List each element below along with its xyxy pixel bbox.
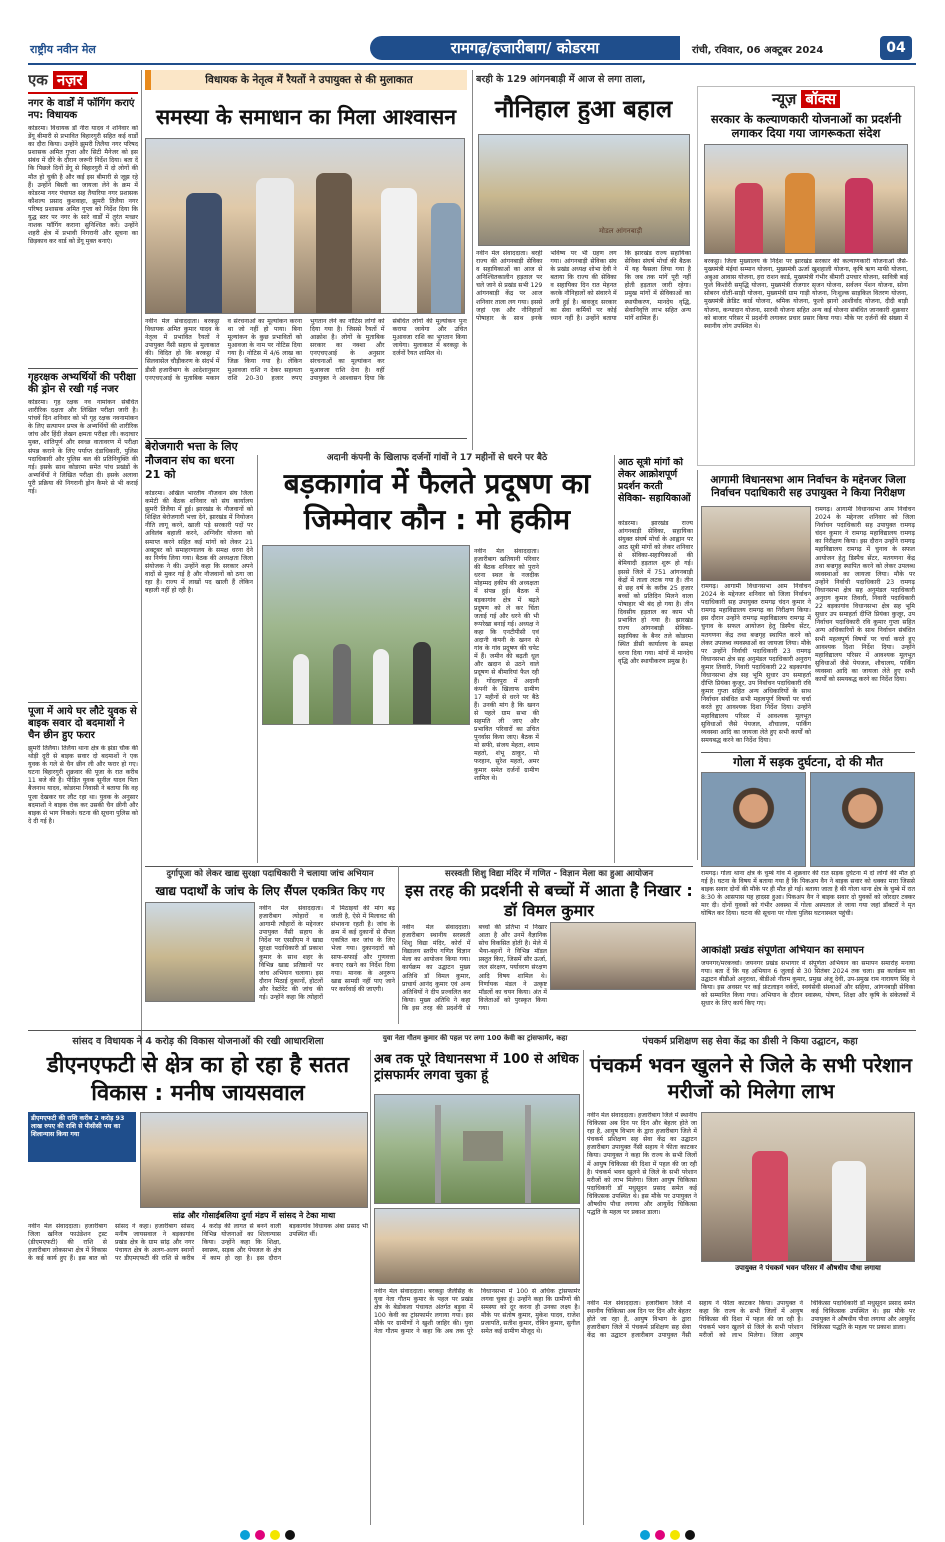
story2-kicker: बरही के 129 आंगनबाड़ी में आज से लगा ताला, — [476, 74, 646, 85]
figure — [186, 193, 222, 313]
ek-nazar-s1-headline: नगर के वार्डों में फॉगिंग कराएं नप: विधायक — [28, 98, 135, 121]
story4-headline: बड़कागांव में फैलते प्रदूषण का जिम्मेवार कौन : मो हकीम — [283, 467, 591, 536]
column-divider — [370, 1050, 371, 1525]
region-title: रामगढ़/हजारीबाग/ कोडरमा — [450, 39, 600, 57]
story7-photo-right — [810, 772, 915, 867]
banner2-right: पंचकर्म प्रशिक्षण सह सेवा केंद्र का डीसी ने किया उद्घाटन, कहा — [642, 1036, 858, 1047]
ek-nazar-s2-body: कोडरमा। गृह रक्षक नव नामांकन संबंधित शारीरिक दक्षता और लिखित परीक्षा जारी है। पांचवें दिन शनिवार को भी गृह रक्षक नवनामांकन के लिए सत्यापन प्रपत्र के अभ्यर्थियों की शारीरिक जांच और हिंदी लेखन क्षमता परीक्षा ली। कदाचार मुक्त, शांतिपूर्ण और स्वच्छ वातावरण में परीक्षा संपन्न कराने के लिए पर्याप्त दंडाधिकारी, पुलिस पदाधिकारी और पुलिस बल की प्रतिनियुक्ति की गई। इसके साथ कोडरमा समेत पांच प्रखंडों के अभ्यर्थियों ने लिखित परीक्षा दी। इसके अलावा पूरी प्रक्रिया की निगरानी ड्रोन कैमरे से भी कराई गई। — [28, 399, 138, 496]
ek-label: एक — [28, 71, 48, 89]
story11-caption: सांढ और गोसाईबलिया दुर्गा मंडप में सांसद ने टेका माथा — [172, 1211, 336, 1220]
story4-kicker: अदानी कंपनी के खिलाफ दर्जनों गांवों ने 17 महीनों से धरने पर बैठे — [326, 453, 548, 463]
story7-body: रामगढ़। गोला थाना क्षेत्र के चुम्बे गांव में शुक्रवार की रात सड़क दुर्घटना में दो लोगों की मौत हो गई है। घटना के विषय में बताया गया है कि पिकअप वैन ने बाइक सवार को धक्का मारा जिससे बाइक सवार दोनों की मौके पर ही मौत हो गई। बताया जाता है की गोला थाना क्षेत्र के चुम्बे में रात 8:30 के आसपास यह हादसा हुआ। पिकअप वैन ने बाइक सवार दो युवकों को जोरदार टक्कर मार दी। दोनों युवकों को गंभीर अवस्था में गोला अस्पताल ले जाया गया जहां डॉक्टरों ने मृत घोषित कर दिया। घटना की सूचना पर गोला पुलिस घटनास्थल पहुंची। — [701, 870, 915, 918]
paper-name: राष्ट्रीय नवीन मेल — [30, 43, 96, 56]
figure — [735, 183, 763, 253]
transformer-pole — [525, 1105, 531, 1204]
story5-kicker: आठ सूत्री मांगों को लेकर आक्रोशपूर्ण प्रदर्शन करती सेविका- सहायिकाओं — [618, 457, 691, 504]
ek-nazar-label — [28, 70, 138, 94]
story10-kicker: सरस्वती शिशु विद्या मंदिर में गणित - विज्ञान मेला का हुआ आयोजन — [444, 869, 654, 879]
story6-photo — [701, 506, 811, 581]
story12-photo — [374, 1094, 580, 1204]
registration-mark — [270, 1530, 280, 1540]
registration-mark — [255, 1530, 265, 1540]
story11-photo — [140, 1112, 368, 1208]
masthead — [0, 0, 945, 62]
column-divider — [141, 70, 142, 1070]
banner-meeting — [145, 70, 467, 90]
story7-headline: गोला में सड़क दुर्घटना, दो की मौत — [733, 755, 883, 769]
registration-mark — [655, 1530, 665, 1540]
story2-body: नवीन मेल संवाददाता। बरही राज्य की आंगनबाड़ी सेविका व सहायिकाओं का आज से अनिश्चितकालीन हड़ताल पर चले जाने से प्रखंड सभी 129 आंगनबाड़ी केंद्र पर आज शनिवार ताला लग गया। इससे जहां एक और नौनिहालों पोषाहार के साथ इनके भविष्य पर भी ग्रहण लग गया। आंगनबाड़ी सेविका संघ के प्रखंड अध्यक्ष शोभा देवी ने बताया कि राज्य की सेविका व सहायिका दिन रात मेहनत करके नौनिहालों को संवारने में लगी हुई है। बावजूद सरकार का सेवा कर्मियों पर कोई ध्यान नहीं है। उन्होंने बताया कि झारखंड राज्य सहायिका सेविका संघर्ष मोर्चा की बैठक में यह फैसला लिया गया है कि जब तक मांगें पूरी नहीं होती हड़ताल जारी रहेगा। प्रमुख मांगों में सेविकाओं का स्थायीकरण, मानदेय वृद्धि, सेवानिवृत्ति लाभ सहित अन्य मांगें शामिल हैं। — [476, 250, 691, 322]
story7-photo-left — [701, 772, 806, 867]
figure — [832, 1161, 866, 1261]
figure — [316, 173, 352, 313]
story6-body-b: रामगढ़। आगामी विधानसभा आम निर्वाचन 2024 के मद्देनजर शनिवार को जिला निर्वाचन पदाधिकारी सह उपायुक्त रामगढ़ चंदन कुमार ने रामगढ़ महाविद्यालय रामगढ़ का निरीक्षण किया। इस दौरान उन्होंने रामगढ़ महाविद्यालय रामगढ़ में चुनाव के सफल आयोजन हेतु डिस्पैच सेंटर, मतगणना केंद्र तथा बज्रगृह स्थापित करने को लेकर उपलब्ध व्यवस्थाओं का जायजा लिया। मौके पर उन्होंने निर्वाची पदाधिकारी 23 रामगढ़ विधानसभा क्षेत्र सह अनुमंडल पदाधिकारी अनुराग कुमार तिवारी, निवारी पदाधिकारी 22 बड़कागांव विधानसभा क्षेत्र सह भूमि सुधार उप समाहर्ता दीप्ति प्रियंका कुजूर, उप निर्वाचन पदाधिकारी रवि कुमार गुप्ता सहित अन्य अधिकारियों के साथ निर्वाचन संबंधित सभी महत्वपूर्ण विषयों पर चर्चा करते हुए आवश्यक दिशा निर्देश दिया। उन्होंने महाविद्यालय परिसर में आवश्यक मूलभूत सुविधाओं जैसे पेयजल, शौचालय, पार्किंग व्यवस्था आदि का जायजा लेते हुए सभी कार्यों को समयबद्ध करने का निर्देश दिया। — [815, 506, 915, 683]
story13-caption: उपायुक्त ने पंचकर्म भवन परिसर में औषधीय पौधा लगाया — [735, 1264, 881, 1272]
registration-mark — [670, 1530, 680, 1540]
masthead-rule — [28, 63, 916, 65]
story11-headline: डीएनएफटी से क्षेत्र का हो रहा है सतत विकास : मनीष जायसवाल — [46, 1053, 350, 1106]
story5-body: कोडरमा। झारखंड राज्य आंगनबाड़ी सेविका, सहायिका संयुक्त संघर्ष मोर्चा के आह्वान पर आठ सूत्री मांगों को लेकर शनिवार से सेविका-सहायिकाओं की बेमियादी हड़ताल शुरू हो गई। इससे जिले में 751 आंगनबाड़ी केंद्रों में ताला लटक गया है। तीन से छह वर्ष के करीब 25 हजार बच्चों को प्रतिदिन मिलने वाला पोषाहार भी बंद हो गया है। तीन दिवसीय हड़ताल का काम भी प्रभावित हो गया है। झारखंड राज्य आंगनबाड़ी सेविका-सहायिका के बैनर तले कोडरमा स्थित डीसी कार्यालय के समक्ष धरना दिया गया। मांगों में मानदेय वृद्धि और स्थायीकरण प्रमुख है। — [618, 520, 693, 665]
divider — [701, 752, 915, 753]
story11-inset-text: डीएमएफटी की राशि करीब 2 करोड़ 93 लाख रुपए की राशि से पीसीसी पथ का शिलान्यास किया गया — [31, 1115, 125, 1138]
news-box-headline: सरकार के कल्याणकारी योजनाओं का प्रदर्शनी लगाकर दिया गया जागरूकता संदेश — [710, 112, 902, 140]
banner-meeting-text: विधायक के नेतृत्व में रैयतों ने उपायुक्त से की मुलाकात — [205, 74, 413, 86]
registration-mark — [640, 1530, 650, 1540]
registration-mark — [240, 1530, 250, 1540]
story10-body: नवीन मेल संवाददाता। हजारीबाग स्थानीय सरस्वती शिशु विद्या मंदिर, कोर्रा में विद्यालय स्तरीय गणित विज्ञान मेला का आयोजन किया गया। कार्यक्रम का उद्घाटन मुख्य अतिथि डॉ विमल कुमार, प्राचार्य आनंद कुमार एवं अन्य अतिथियों ने दीप प्रज्वलित कर किया। मुख्य अतिथि ने कहा कि इस तरह की प्रदर्शनी से बच्चों की प्रतिभा में निखार आता है और उनमें वैज्ञानिक सोच विकसित होती है। मेले में भैया-बहनों ने विभिन्न मॉडल प्रस्तुत किए, जिसमें सौर ऊर्जा, जल संरक्षण, पर्यावरण संरक्षण आदि विषय शामिल थे। निर्णायक मंडल ने उत्कृष्ट मॉडलों का चयन किया। अंत में विजेताओं को पुरस्कृत किया गया। — [402, 924, 547, 1012]
story12-photo-2 — [374, 1208, 580, 1284]
story13-body-a: नवीन मेल संवाददाता। हजारीबाग जिले में स्थानीय चिकित्सा अब दिन पर दिन और बेहतर होते जा रहा है, आयुष विभाग के द्वारा हजारीबाग जिले में पंचकर्म प्रशिक्षण सह सेवा केंद्र का उद्घाटन हजारीबाग उपायुक्त नैंसी सहाय ने फीता काटकर किया। उपायुक्त ने कहा कि राज्य के सभी जिलों में आयुष चिकित्सा की दिशा में पहल की जा रही है। पंचकर्म भवन खुलने से जिले के सभी परेशान मरीजों को लाभ मिलेगा। जिला आयुष चिकित्सा पदाधिकारी डॉ मधुसूदन प्रसाद समेत कई चिकित्सक उपस्थित थे। इस मौके पर उपायुक्त ने औषधीय पौधा लगाया और आयुर्वेद चिकित्सा पद्धति के महत्व पर प्रकाश डाला। — [587, 1112, 697, 1217]
divider — [28, 702, 138, 703]
photo-wall-label: मोडल आंगनबाड़ी — [599, 227, 643, 235]
transformer-pole — [435, 1105, 441, 1204]
news-box-body: बरकट्ठा। जिला मुख्यालय के निर्देश पर झारखंड सरकार की कल्याणकारी योजनाओं जैसे- मुख्यमंत्री मंईयां सम्मान योजना, मुख्यमंत्री ऊर्जा खुशहाली योजना, कृषि ऋण माफी योजना, अबुआ आवास योजना, हरा राशन कार्ड, मुख्यमंत्री गंभीर बीमारी उपचार योजना, सावित्री बाई फुले किशोरी समृद्धि योजना, मुख्यमंत्री रोजगार सृजन योजना, सर्वजन पेंशन योजना, सोना सोबरन धोती-साड़ी योजना, मुख्यमंत्री ग्राम गाड़ी योजना, निःशुल्क साइकिल वितरण योजना, मुख्यमंत्री क्रेडिट कार्ड योजना, श्रमिक योजना, फूलो झानो आशीर्वाद योजना, दीदी बाड़ी योजना, कन्यादान योजना, सारथी योजना सहित अन्य कई योजना संबंधित जानकारी शुक्रवार को बाजार परिसर में प्रदर्शनी लगाकर प्रचार प्रसार किया गया। मौके पर दर्जनों की संख्या में स्थानीय लोग उपस्थित थे। — [704, 258, 908, 330]
story9-body: नवीन मेल संवाददाता। हजारीबाग त्योहारों व आगामी त्यौहारों के मद्देनजर उपायुक्त नैंसी सहाय के निर्देश पर एसडीएम ने खाद्य सुरक्षा पदाधिकारी डॉ प्रकाश कुमार के साथ शहर के विभिन्न खाद्य प्रतिष्ठानों पर जांच अभियान चलाया। इस दौरान मिठाई दुकानों, होटलों और रेस्टोरेंट की जांच की गई। उन्होंने कहा कि त्योहारों में मिठाइयों की मांग बढ़ जाती है, ऐसे में मिलावट की संभावना रहती है। जांच के क्रम में कई दुकानों से सैंपल एकत्रित कर जांच के लिए भेजा गया। दुकानदारों को साफ-सफाई और गुणवत्ता बनाए रखने का निर्देश दिया गया। मानक के अनुरूप खाद्य सामग्री नहीं पाए जाने पर कार्रवाई की जाएगी। — [259, 905, 395, 1002]
news-box-label — [698, 89, 914, 109]
banner2-mid: युवा नेता गौतम कुमार की पहल पर लगा 100 केवी का ट्रांसफार्मर, कहा — [382, 1034, 568, 1042]
figure — [431, 203, 461, 313]
story4-body: नवीन मेल संवाददाता। हजारीबाग खतियानी परिवार की बैठक शनिवार को पुराने धरना स्थल के नजदीक मोहम्मद हकीम की अध्यक्षता में संपन्न हुई। बैठक में बड़कागांव क्षेत्र में बढ़ते प्रदूषण को ले कर चिंता जताई गई और धरने की भी रूपरेखा बनाई गई। अध्यक्ष ने कहा कि एनटीपीसी एवं अदानी कंपनी के खनन से गांव के गांव प्रदूषण की चपेट में हैं। जमीन की बढ़ती धूल और खदान से उठने वाले प्रदूषण से बीमारियां फैल रही हैं। गोंदलपुरा में अदानी कंपनी के खिलाफ ग्रामीण 17 महीनों से धरने पर बैठे हैं। उनकी मांग है कि खनन से पहले ग्राम सभा की सहमति ली जाए और प्रभावित परिवारों का उचित पुनर्वास किया जाए। बैठक में मो सफी, संजय मेहता, श्याम महतो, शंभू ठाकुर, मो फरहान, सुरेश महतो, अमर कुमार समेत दर्जनों ग्रामीण शामिल थे। — [474, 548, 539, 782]
story1-headline: समस्या के समाधान का मिला आश्वासन — [155, 105, 457, 129]
story10-photo — [550, 922, 696, 990]
story9-kicker: दुर्गापूजा को लेकर खाद्य सुरक्षा पदाधिकारी ने चलाया जांच अभियान — [166, 869, 374, 879]
ek-nazar-s3-headline: पूजा में आये घर लौटे युवक से बाइक सवार दो बदमाशों ने चैन छीन हुए फरार — [28, 706, 137, 741]
story3-headline: बेरोजगारी भत्ता के लिए नौजवान संघ का धरना 21 को — [145, 440, 238, 481]
figure — [845, 178, 873, 253]
nazar-label: नज़र — [53, 71, 87, 89]
story13-body-b: नवीन मेल संवाददाता। हजारीबाग जिले में स्थानीय चिकित्सा अब दिन पर दिन और बेहतर होते जा रहा है, आयुष विभाग के द्वारा हजारीबाग जिले में पंचकर्म प्रशिक्षण सह सेवा केंद्र का उद्घाटन हजारीबाग उपायुक्त नैंसी सहाय ने फीता काटकर किया। उपायुक्त ने कहा कि राज्य के सभी जिलों में आयुष चिकित्सा की दिशा में पहल की जा रही है। पंचकर्म भवन खुलने से जिले के सभी परेशान मरीजों को लाभ मिलेगा। जिला आयुष चिकित्सा पदाधिकारी डॉ मधुसूदन प्रसाद समेत कई चिकित्सक उपस्थित थे। इस मौके पर उपायुक्त ने औषधीय पौधा लगाया और आयुर्वेद चिकित्सा पद्धति के महत्व पर प्रकाश डाला। — [587, 1300, 915, 1340]
story12-body: नवीन मेल संवाददाता। बरकट्ठा जैलेसिंह के युवा नेता गौतम कुमार के पहल पर प्रखंड क्षेत्र के बेडोकला पंचायत अंतर्गत बड़ुवा में 100 केवी का ट्रांसफार्मर लगाया गया। इस मौके पर ग्रामीणों ने खुशी जाहिर की। युवा नेता गौतम कुमार ने कहा कि अब तक पूरे विधानसभा में 100 से अधिक ट्रांसफार्मर लगवा चुका हूं। उन्होंने कहा कि ग्रामीणों की समस्या को दूर करना ही उनका लक्ष्य है। मौके पर संतोष कुमार, मुकेश यादव, राजेश प्रजापति, सतीश कुमार, रोबिन कुमार, सुनील समेत कई ग्रामीण मौजूद थे। — [374, 1288, 580, 1336]
registration-mark — [685, 1530, 695, 1540]
story8-body: जयनगर/मरकच्चो। जयनगर प्रखंड सभागार में संपूर्णता अभियान का समापन समारोह मनाया गया। बता दें कि यह अभियान 6 जुलाई से 30 सितंबर 2024 तक चला। इस कार्यक्रम का उद्घाटन बीडीओ अनुराधा, बीडीओ नीतम कुमार, प्रमुख अंजू देवी, उप-प्रमुख राम नारायण सिंह ने किया। इस अवसर पर कई फ्रंटलाइन वर्करों, स्वयंसेवी संस्थाओं और सहिया, आंगनबाड़ी सेविका को सम्मानित किया गया। अभियान के दौरान स्वास्थ्य, पोषण, शिक्षा और कृषि के संकेतकों में सुधार के लिए कार्य किए गए। — [701, 960, 915, 1008]
figure — [785, 173, 815, 253]
story13-headline: पंचकर्म भवन खुलने से जिले के सभी परेशान मरीजों को मिलेगा लाभ — [589, 1053, 913, 1103]
news-label: न्यूज़ — [771, 90, 797, 108]
column-divider — [697, 470, 698, 860]
news-box — [697, 86, 915, 466]
story13-photo — [701, 1112, 915, 1262]
divider — [145, 438, 467, 439]
page-number: 04 — [880, 36, 912, 60]
figure — [752, 1151, 788, 1261]
ek-nazar-column — [28, 70, 138, 1070]
divider — [28, 1030, 916, 1031]
figure — [256, 178, 294, 313]
story2-photo — [478, 134, 690, 246]
transformer-box — [463, 1131, 503, 1161]
print-color-bar — [0, 1528, 945, 1542]
column-divider — [583, 1050, 584, 1525]
ek-nazar-s2-headline: गृहरक्षक अभ्यर्थियों की परीक्षा की ड्रोन से रखी गई नजर — [28, 372, 136, 395]
column-divider — [398, 866, 399, 1024]
ek-nazar-s1-body: कोडरमा। विधायक डॉ नीरा यादव ने शनिवार को डेंगू बीमारी से प्रभावित बिहारगुरी सहित कई वार्डों का दौरा किया। उन्होंने झुमरी तिलैया नगर परिषद प्रशासक अमित गुप्ता और सिटी मैनेजर को इस संबंध में दौरे के दौरान जरूरी निर्देश दिया। बता दें कि पिछले दिनों डेंगू से बिहारगुरी में दो लोगों की मौत हो चुकी है और कई इस बीमारी से जूझ रहे हैं। उन्होंने बिस्ती का जायजा लेने के क्रम में कोडरमा नगर पंचायत सह तैयारिया नगर प्रशासक कौशल्य प्रसाद कुशवाहा, झुमरी तिलैया नगर परिषद प्रशासक अमित गुप्ता को निर्देश दिया कि युद्ध स्तर पर नगर के सारे वार्डों में तुरंत मच्छर नाशक फॉगिंग कराना सुनिश्चित करें। उन्होंने शहरी क्षेत्र में प्रभावी निगरानी और सूचना का छिड़काव कर वार्ड को डेंगू मुक्त बनाएं। — [28, 125, 138, 246]
story11-body: नवीन मेल संवाददाता। हजारीबाग जिला खनिज फाउंडेशन ट्रस्ट (डीएमएफटी) की राशि से हजारीबाग लोकसभा क्षेत्र में विकास के कई कार्य हुए हैं। इस बात को सांसद ने कहा। हजारीबाग सांसद मनीष जायसवाल ने बड़कागांव प्रखंड क्षेत्र के ग्राम सांढ़ और नगर पंचायत क्षेत्र के अलग-अलग स्थानों पर डीएमएफटी की राशि से करीब 4 करोड़ की लागत से बनने वाली विभिन्न योजनाओं का शिलान्यास किया। उन्होंने कहा कि शिक्षा, स्वास्थ्य, सड़क और पेयजल के क्षेत्र में काम हो रहा है। इस दौरान बड़कागांव विधायक अंबा प्रसाद भी उपस्थित थीं। — [28, 1223, 368, 1263]
banner2-left: सांसद व विधायक ने 4 करोड़ की विकास योजनाओं की रखी आधारशिला — [72, 1036, 324, 1047]
story12-headline: अब तक पूरे विधानसभा में 100 से अधिक ट्रांसफार्मर लगवा चुका हूं — [374, 1052, 579, 1083]
dateline: रांची, रविवार, 06 अक्टूबर 2024 — [692, 45, 824, 56]
column-divider — [472, 70, 473, 450]
column-divider — [614, 455, 615, 863]
story8-headline: आकांक्षी प्रखंड संपूर्णता अभियान का समापन — [701, 945, 864, 956]
story11-inset — [28, 1112, 136, 1162]
story6-body-a: रामगढ़। आगामी विधानसभा आम निर्वाचन 2024 के मद्देनजर शनिवार को जिला निर्वाचन पदाधिकारी सह उपायुक्त रामगढ़ चंदन कुमार ने रामगढ़ महाविद्यालय रामगढ़ का निरीक्षण किया। इस दौरान उन्होंने रामगढ़ महाविद्यालय रामगढ़ में चुनाव के सफल आयोजन हेतु डिस्पैच सेंटर, मतगणना केंद्र तथा बज्रगृह स्थापित करने को लेकर उपलब्ध व्यवस्थाओं का जायजा लिया। मौके पर उन्होंने निर्वाची पदाधिकारी 23 रामगढ़ विधानसभा क्षेत्र सह अनुमंडल पदाधिकारी अनुराग कुमार तिवारी, निवारी पदाधिकारी 22 बड़कागांव विधानसभा क्षेत्र सह भूमि सुधार उप समाहर्ता दीप्ति प्रियंका कुजूर, उप निर्वाचन पदाधिकारी रवि कुमार गुप्ता सहित अन्य अधिकारियों के साथ निर्वाचन संबंधित सभी महत्वपूर्ण विषयों पर चर्चा करते हुए आवश्यक दिशा निर्देश दिया। उन्होंने महाविद्यालय परिसर में आवश्यक मूलभूत सुविधाओं जैसे पेयजल, शौचालय, पार्किंग व्यवस्था आदि का जायजा लेते हुए सभी कार्यों को समयबद्ध करने का निर्देश दिया। — [701, 583, 811, 744]
story9-headline: खाद्य पदार्थों के जांच के लिए सैंपल एकत्रित किए गए — [155, 884, 385, 898]
story3-body: कोडरमा। अखिल भारतीय नौजवान संघ जिला कमेटी की बैठक शनिवार को संघ कार्यालय झुमरी तिलैया में हुई। झारखंड के नौजवानों को शिक्षित बेरोजगारी भत्ता देने, झारखंड में नियोजन नीति लागू करने, खाली पड़े सरकारी पदों पर अविलंब बहाली करने, अग्निवीर योजना को समाप्त करने सहित कई मांगों को लेकर 21 अक्टूबर को समाहरणालय के समक्ष धरना देने का निर्णय लिया गया। बैठक की अध्यक्षता जिला संयोजक ने की। उन्होंने कहा कि सरकार अपने वादों से मुकर गई है और नौजवानों को ठगा जा रहा है। राज्य में लाखों पद खाली हैं लेकिन बहाली नहीं हो रही है। — [145, 490, 253, 595]
story6-headline: आगामी विधानसभा आम निर्वाचन के मद्देनजर जिला निर्वाचन पदाधिकारी सह उपायुक्त ने किया निरीक्षण — [710, 474, 906, 499]
story2-headline: नौनिहाल हुआ बहाल — [494, 95, 673, 123]
story1-body: नवीन मेल संवाददाता। बरकट्ठा विधायक अमित कुमार यादव के नेतृत्व में प्रभावित रैयतों ने उपायुक्त नैंसी सहाय से मुलाकात की। विदित हो कि बरकट्ठा में सिलवासेल चौड़ीकरण के संदर्भ में डीसी हजारीबाग के आदेशानुसार एनएचएआई के मुताबिक मकान व संरचनाओं का मूल्यांकन करना था जो नहीं हो पाया। बिना मूल्यांकन के कुछ प्रभावितों को मुआवजा के नाम पर नोटिस दिया गया है। नोटिस में 4/6 लाख का जिक्र किया गया है। लेकिन मुआवजा राशि न देकर सहायता राशि 20-30 हजार रुपए भुगतान लेने का नोटिस लोगों को दिया गया है। जिससे रैयतों में आक्रोश है। लोगों के मुताबिक सरकार का नक्शा और एनएचएआई के अनुसार संरचनाओं का मूल्यांकन कर मुआवजा राशि देना है। वहीं उपायुक्त ने आश्वासन दिया कि संबंधित लोगों की मूल्यांकन पुनः कराया जायेगा और उचित मुआवजा राशि का भुगतान किया जायेगा। मुलाकात में बरकट्ठा के दर्जनों रैयत शामिल थे। — [145, 318, 467, 382]
registration-mark — [285, 1530, 295, 1540]
news-box-photo — [704, 144, 908, 254]
column-divider — [257, 455, 258, 863]
divider — [145, 866, 693, 867]
story10-headline: इस तरह की प्रदर्शनी से बच्चों में आता है निखार : डॉ विमल कुमार — [405, 881, 693, 920]
divider — [28, 368, 138, 369]
ek-nazar-s3-body: झुमरी तिलैया। तिलैया थाना क्षेत्र के झंडा चौक की थोड़ी दूरी से बाइक सवार दो बदमाशों ने एक युवक के गले से चैन छीन ली और फरार हो गए। घटना बिहारगुरी शुक्रवार की पूजा के रात करीब 11 बजे की है। पीड़ित युवक सुनील यादव पिता बैजनाथ यादव, कोडरमा निवासी ने बताया कि वह पूजा देखकर घर लौट रहा था। युवक के अनुसार बदमाशों ने बाइक रोक कर उसकी चैन छीनी और बाइक से भाग निकले। घटना की सूचना पुलिस को दे दी गई है। — [28, 745, 138, 825]
box-label: बॉक्स — [801, 90, 840, 108]
region-banner — [370, 36, 680, 60]
story1-photo — [145, 138, 465, 314]
figure — [381, 188, 417, 313]
